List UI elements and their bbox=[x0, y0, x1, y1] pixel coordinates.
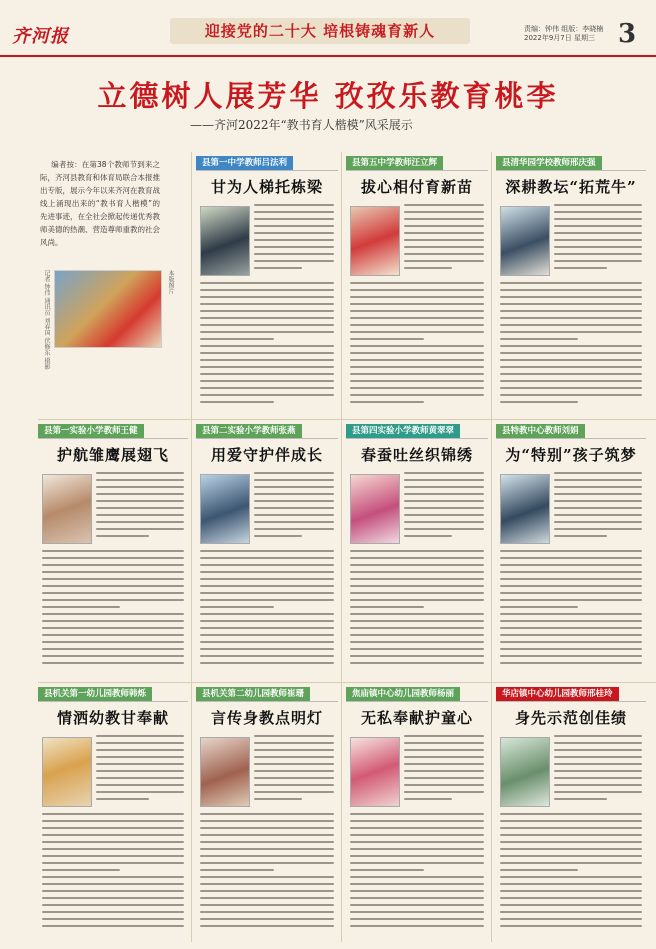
article-body-text bbox=[554, 204, 642, 276]
teacher-profile-card bbox=[196, 424, 338, 678]
article-body-text bbox=[500, 813, 642, 937]
tag-rule bbox=[196, 438, 338, 439]
page-number: 3 bbox=[618, 19, 637, 49]
article-body-text bbox=[554, 472, 642, 544]
article-body-text bbox=[254, 204, 334, 276]
intro-photo bbox=[54, 270, 162, 348]
article-body-text bbox=[404, 204, 484, 276]
column-divider bbox=[341, 152, 342, 942]
teacher-profile-card bbox=[496, 424, 646, 678]
profile-tag: 华店镇中心幼儿园教师邢桂玲 bbox=[496, 687, 619, 701]
teacher-photo bbox=[500, 737, 550, 807]
column-divider bbox=[191, 152, 192, 942]
newspaper-logo: 齐河报 bbox=[12, 26, 69, 47]
tag-rule bbox=[496, 701, 646, 702]
tag-rule bbox=[346, 438, 488, 439]
teacher-photo bbox=[350, 737, 400, 807]
page-subhead: ——齐河2022年“教书育人楷模”风采展示 bbox=[190, 118, 413, 132]
tag-rule bbox=[196, 701, 338, 702]
profile-title: 情洒幼教甘奉献 bbox=[56, 709, 169, 727]
article-body-text bbox=[350, 282, 484, 410]
tag-rule bbox=[196, 170, 338, 171]
editors-line: 责编：钟伟 组版：李晓楠 bbox=[524, 25, 604, 33]
teacher-profile-card bbox=[496, 156, 646, 414]
tag-rule bbox=[346, 701, 488, 702]
teacher-photo bbox=[42, 737, 92, 807]
profile-tag: 县机关第一幼儿园教师韩烁 bbox=[38, 687, 152, 701]
article-body-text bbox=[350, 813, 484, 937]
tag-rule bbox=[496, 438, 646, 439]
column-divider bbox=[491, 152, 492, 942]
profile-title: 用爱守护伴成长 bbox=[210, 446, 323, 464]
article-body-text bbox=[42, 813, 184, 937]
tag-rule bbox=[38, 438, 188, 439]
teacher-profile-card bbox=[196, 687, 338, 941]
issue-meta bbox=[524, 25, 614, 43]
profile-tag: 县特教中心教师刘娟 bbox=[496, 424, 585, 438]
masthead bbox=[0, 0, 656, 57]
profile-tag: 县第一中学教师吕法利 bbox=[196, 156, 293, 170]
teacher-photo bbox=[42, 474, 92, 544]
article-body-text bbox=[96, 735, 184, 807]
article-body-text bbox=[200, 550, 334, 674]
profile-tag: 县清华园学校教师邢庆强 bbox=[496, 156, 602, 170]
article-body-text bbox=[96, 472, 184, 544]
teacher-profile-card bbox=[346, 424, 488, 678]
profile-tag: 县第二实验小学教师张燕 bbox=[196, 424, 302, 438]
profile-tag: 县第一实验小学教师王健 bbox=[38, 424, 144, 438]
teacher-photo bbox=[500, 206, 550, 276]
profile-tag: 县第四实验小学教师黄翠翠 bbox=[346, 424, 460, 438]
editor-note: 编者按：在第38个教师节到来之际，齐河县教育和体育局联合本报推出专版，展示今年以来齐河在教育战线上涌现出来的“教书育人楷模”的先进事迹，在全社会掀起传递优秀教师美德的热潮、营造尊师重教的社会风尚。 bbox=[40, 160, 160, 247]
row-divider bbox=[38, 419, 656, 420]
profile-title: 甘为人梯托栋梁 bbox=[210, 178, 323, 196]
teacher-profile-card bbox=[38, 424, 188, 678]
profile-title: 春蚕吐丝织锦绣 bbox=[360, 446, 473, 464]
issue-date: 2022年9月7日 星期三 bbox=[524, 34, 595, 42]
profile-tag: 县第五中学教师汪立辉 bbox=[346, 156, 443, 170]
article-body-text bbox=[500, 282, 642, 410]
photo-caption: 记者 钟伟 通讯员 刘春国 伏修东 摄影 bbox=[43, 270, 50, 370]
profile-tag: 县机关第二幼儿园教师崔珊 bbox=[196, 687, 310, 701]
article-body-text bbox=[254, 472, 334, 544]
profile-title: 为“特别”孩子筑梦 bbox=[505, 446, 637, 464]
teacher-photo bbox=[350, 474, 400, 544]
profile-title: 身先示范创佳绩 bbox=[514, 709, 627, 727]
article-body-text bbox=[200, 813, 334, 937]
profile-title: 深耕教坛“拓荒牛” bbox=[505, 178, 637, 196]
teacher-photo bbox=[200, 737, 250, 807]
profile-title: 护航雏鹰展翅飞 bbox=[56, 446, 169, 464]
teacher-profile-card bbox=[196, 156, 338, 414]
article-body-text bbox=[254, 735, 334, 807]
tag-rule bbox=[38, 701, 188, 702]
teacher-profile-card bbox=[38, 687, 188, 941]
teacher-profile-card bbox=[496, 687, 646, 941]
slogan-banner: 迎接党的二十大 培根铸魂育新人 bbox=[170, 18, 470, 44]
teacher-photo bbox=[200, 206, 250, 276]
teacher-photo bbox=[200, 474, 250, 544]
tag-rule bbox=[496, 170, 646, 171]
article-body-text bbox=[42, 550, 184, 674]
page-headline: 立德树人展芳华 孜孜乐教育桃李 bbox=[97, 79, 559, 113]
article-body-text bbox=[404, 735, 484, 807]
photo-credit: 本版图片 bbox=[167, 270, 174, 294]
profile-tag: 焦庙镇中心幼儿园教师杨丽 bbox=[346, 687, 460, 701]
article-body-text bbox=[404, 472, 484, 544]
teacher-photo bbox=[350, 206, 400, 276]
tag-rule bbox=[346, 170, 488, 171]
profile-title: 无私奉献护童心 bbox=[360, 709, 473, 727]
teacher-profile-card bbox=[346, 156, 488, 414]
article-body-text bbox=[554, 735, 642, 807]
row-divider bbox=[38, 682, 656, 683]
article-body-text bbox=[500, 550, 642, 674]
article-body-text bbox=[200, 282, 334, 410]
article-body-text bbox=[350, 550, 484, 674]
profile-title: 言传身教点明灯 bbox=[210, 709, 323, 727]
teacher-photo bbox=[500, 474, 550, 544]
profile-title: 拔心相付育新苗 bbox=[360, 178, 473, 196]
teacher-profile-card bbox=[346, 687, 488, 941]
